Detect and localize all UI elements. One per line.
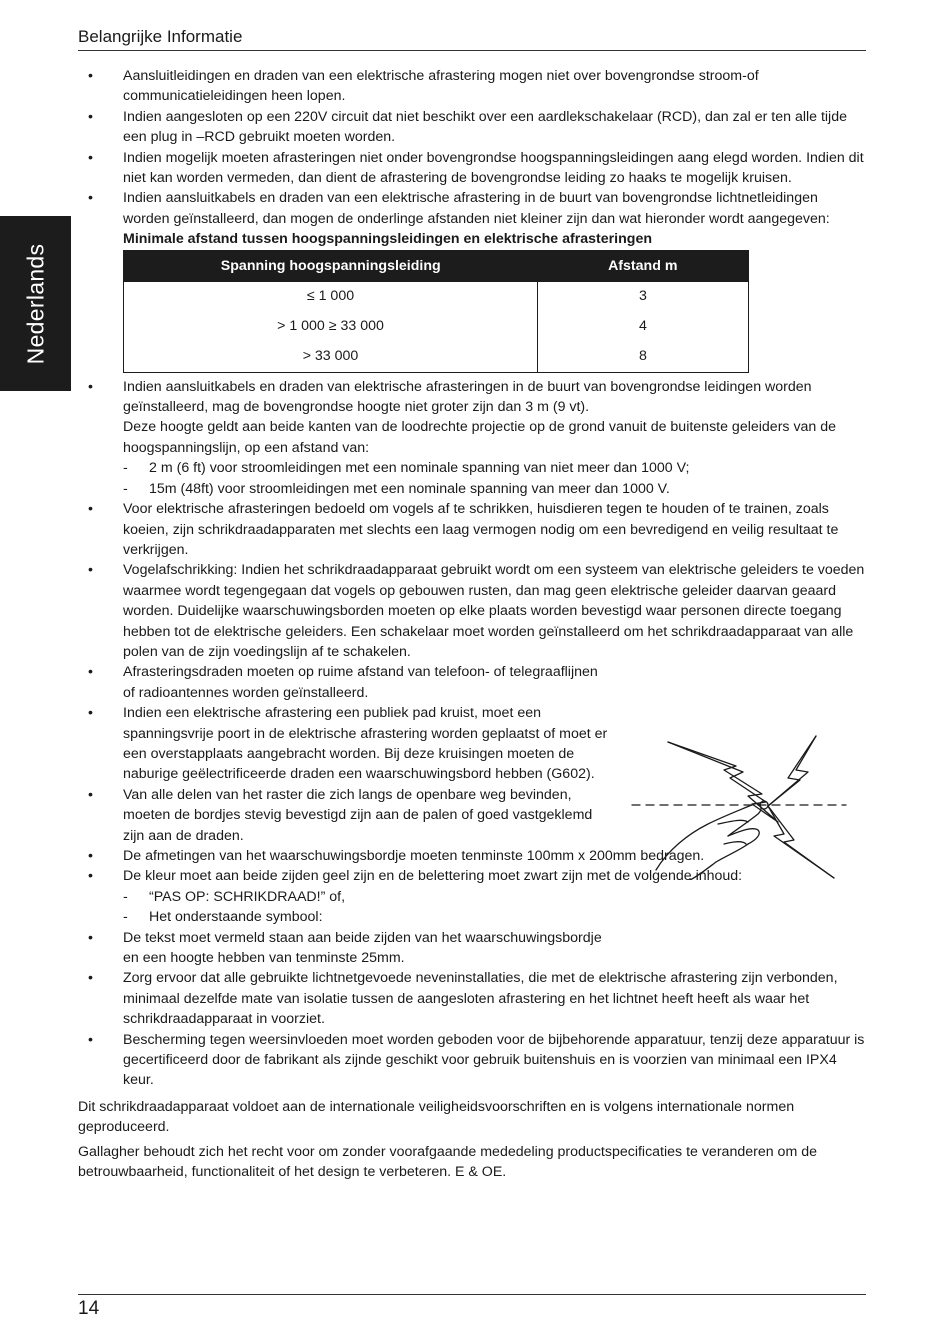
bullet-text: Deze hoogte geldt aan beide kanten van de loodrechte projectie op de grond vanuit de buitenste geleiders van de hoogspanningslijn, op een afstand van: — [123, 419, 837, 456]
bullet-text: De kleur moet aan beide zijden geel zijn en de belettering moet zwart zijn met de volgende inhoud: — [123, 868, 743, 885]
bullet-text: Indien aangesloten op een 220V circuit dat niet beschikt over een aardlekschakelaar (RCD), dan zal er ten alle tijde een plug in –RCD gebruikt moeten worden. — [123, 108, 847, 146]
cell-voltage: ≤ 1 000 — [124, 282, 538, 312]
header-distance: Afstand m — [538, 250, 749, 282]
dash-item — [123, 479, 868, 499]
bullet-text: Indien aansluitkabels en draden van een elektrische afrastering in de buurt van bovengrondse lichtnetleidingen worden geïnstalleerd, dan mogen de onderlinge afstanden niet kleiner zijn dan wat hieronder wordt aangegeven: — [123, 190, 830, 227]
page-header-title: Belangrijke Informatie — [78, 27, 243, 46]
cell-voltage: > 33 000 — [124, 342, 538, 373]
bullet-item — [78, 560, 868, 662]
bullet-marker: • — [88, 501, 93, 518]
bullet-item — [78, 377, 868, 499]
bullet-item — [78, 662, 868, 703]
bullet-item — [78, 66, 868, 107]
dash-marker: - — [123, 460, 128, 477]
bullet-marker: • — [88, 190, 93, 207]
cell-distance: 8 — [639, 348, 647, 365]
paragraph: Dit schrikdraadapparaat voldoet aan de internationale veiligheidsvoorschriften en is volgens internationale normen geproduceerd. — [78, 1098, 795, 1136]
bullet-text: Aansluitleidingen en draden van een elektrische afrastering mogen niet over bovengrondse stroom-of communicatieleidingen heen lopen. — [123, 68, 759, 105]
bullet-text: Indien aansluitkabels en draden van elektrische afrasteringen in de buurt van bovengrondse leidingen worden geïnstalleerd, mag de bovengrondse hoogte niet groter zijn dan 3 m (9 vt). — [123, 378, 812, 416]
bullet-marker: • — [88, 1031, 93, 1048]
bullet-marker: • — [88, 929, 93, 946]
table-row — [124, 342, 749, 373]
dash-text: “PAS OP: SCHRIKDRAAD!” of, — [149, 888, 346, 905]
dash-item — [123, 458, 868, 478]
bullet-item — [78, 968, 868, 1029]
bullet-marker: • — [88, 68, 93, 84]
bullet-text: Voor elektrische afrasteringen bedoeld om vogels af te schrikken, huisdieren tegen te houden of te trainen, zoals koeien, zijn schrikdraadapparaten met slechts een laag vermogen nodig om een bevredigend en veilig resultaat te verkrijgen. — [123, 501, 839, 558]
bullet-item — [78, 107, 868, 148]
bullet-marker: • — [88, 378, 93, 395]
paragraph: Gallagher behoudt zich het recht voor om zonder voorafgaande mededeling productspecificaties te veranderen om de betrouwbaarheid, functionaliteit of het design te verbeteren. E & OE. — [78, 1143, 817, 1181]
footer-divider — [78, 1294, 866, 1295]
language-label: Nederlands — [22, 243, 48, 364]
bullet-text: Vogelafschrikking: Indien het schrikdraadapparaat gebruikt wordt om een systeem van elektrische geleiders te voeden waarmee wordt tegengegaan dat vogels op gebouwen rusten, dan mag geen elektrische geleider daarvan geaard worden. Duidelijke waarschuwingsborden moeten op elke plaats worden bevestigd waar personen directe toegang hebben tot de elektrische geleiders. Een schakelaar moet worden geïnstalleerd om het schrikdraadapparaat van alle polen van de zijn voedingslijn af te schakelen. — [123, 562, 865, 660]
bullet-marker: • — [88, 664, 93, 681]
table-row — [124, 312, 749, 342]
dash-marker: - — [123, 888, 128, 905]
page-number: 14 — [78, 1298, 100, 1319]
dash-text: Het onderstaande symbool: — [149, 909, 323, 926]
bullet-text: Van alle delen van het raster die zich langs de openbare weg bevinden, moeten de bordjes stevig bevestigd zijn aan de palen of goed vastgeklemd zijn aan de draden. — [123, 786, 593, 844]
dash-text: 2 m (6 ft) voor stroomleidingen met een nominale spanning van niet meer dan 1000 V; — [149, 460, 690, 477]
bullet-item — [78, 148, 868, 189]
bullet-marker: • — [88, 108, 93, 125]
bullet-text: Indien mogelijk moeten afrasteringen niet onder bovengrondse hoogspanningsleidingen aang elegd worden. Indien dit niet kan worden vermeden, dan dient de afrastering de bovengrondse leiding zo haaks te mogelijk kruisen. — [123, 149, 864, 187]
bullet-marker: • — [88, 970, 93, 987]
dash-item — [123, 907, 868, 927]
dash-marker: - — [123, 480, 128, 497]
bullet-marker: • — [88, 562, 93, 579]
table-header-row — [124, 250, 749, 282]
bullet-text: De afmetingen van het waarschuwingsbordje moeten tenminste 100mm x 200mm bedragen. — [123, 848, 705, 864]
bullet-item — [78, 1030, 868, 1091]
bullet-marker: • — [88, 848, 93, 864]
cell-voltage: > 1 000 ≥ 33 000 — [124, 312, 538, 342]
cell-distance: 4 — [639, 318, 647, 335]
table-title: Minimale afstand tussen hoogspanningsleidingen en elektrische afrasteringen — [123, 231, 652, 248]
header-divider — [78, 50, 866, 51]
bullet-marker: • — [88, 786, 93, 803]
bullet-text: Zorg ervoor dat alle gebruikte lichtnetgevoede neveninstallaties, die met de elektrische afrastering zijn verbonden, minimaal dezelfde mate van isolatie tussen de aangesloten afrastering en het lichtnet heeft heeft als waar het schrikdraadapparaat in voorziet. — [123, 970, 838, 1028]
bullet-text: Afrasteringsdraden moeten op ruime afstand van telefoon- of telegraaflijnen of radioantennes worden geïnstalleerd. — [123, 664, 598, 701]
table-row — [124, 282, 749, 312]
document-body — [78, 66, 868, 1183]
dash-marker: - — [123, 909, 128, 926]
header-voltage: Spanning hoogspanningsleiding — [124, 250, 538, 282]
cell-distance: 3 — [639, 288, 647, 305]
bullet-marker: • — [88, 705, 93, 722]
bullet-item — [78, 188, 868, 372]
bullet-text: De tekst moet vermeld staan aan beide zijden van het waarschuwingsbordje en een hoogte hebben van tenminste 25mm. — [123, 929, 602, 967]
language-side-tab — [0, 216, 71, 391]
dash-item — [123, 887, 868, 907]
electric-shock-hand-icon — [628, 730, 850, 880]
bullet-marker: • — [88, 868, 93, 885]
bullet-marker: • — [88, 149, 93, 166]
bullet-item — [78, 499, 868, 560]
bullet-text: Bescherming tegen weersinvloeden moet worden geboden voor de bijbehorende apparatuur, tenzij deze apparatuur is gecertificeerd door de fabrikant als zijnde geschikt voor gebruik buitenshuis en is voorzien van minimaal een IPX4 keur. — [123, 1031, 865, 1089]
bullet-text: Indien een elektrische afrastering een publiek pad kruist, moet een spanningsvrije poort in de elektrische afrastering worden geplaatst of moet er een overstapplaats aangebracht worden. Bij deze kruisingen moeten de naburige geëlectrificeerde draden een waarschuwingsbord hebben (G602). — [123, 705, 608, 783]
bullet-item — [78, 928, 868, 969]
dash-text: 15m (48ft) voor stroomleidingen met een nominale spanning van meer dan 1000 V. — [149, 480, 670, 497]
distance-table — [123, 250, 749, 373]
